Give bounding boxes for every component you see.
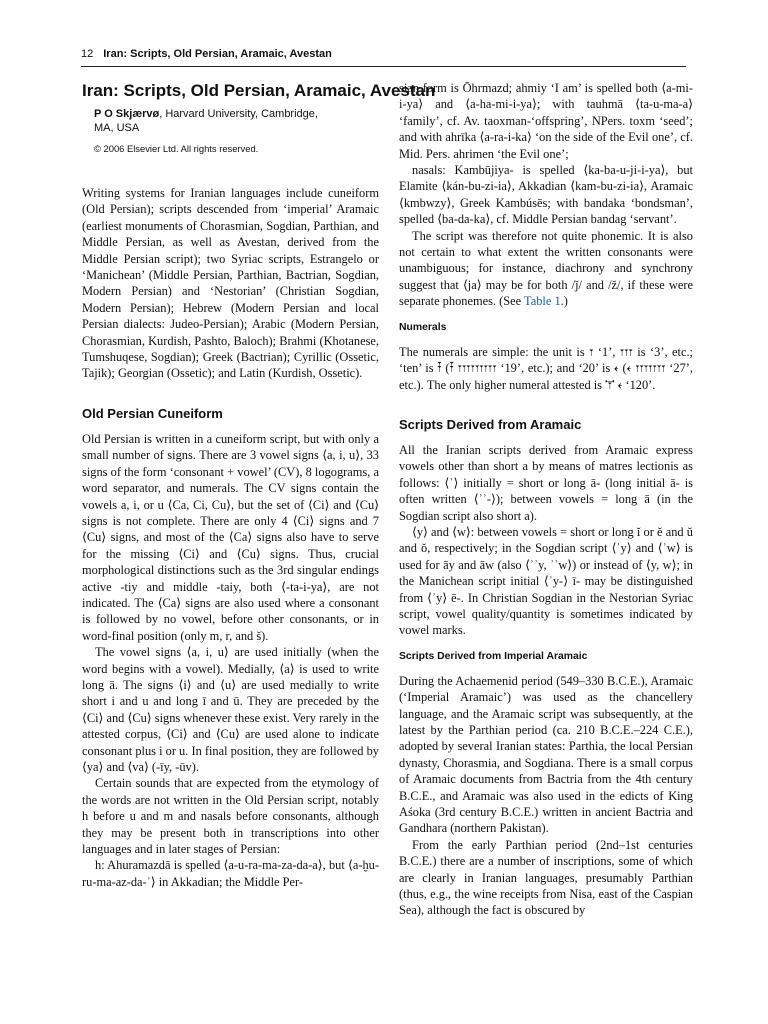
section-heading-old-persian: Old Persian Cuneiform: [82, 405, 223, 421]
article-title: Iran: Scripts, Old Persian, Aramaic, Avestan: [82, 81, 436, 100]
table-1-link[interactable]: Table 1: [524, 294, 561, 309]
body-paragraph: Old Persian is written in a cuneiform script, but with only a small number of signs. There are 3 vowel signs ⟨a, i, u⟩, 33 signs of the form ‘consonant + vowel’ (CV), 8 logograms, a word separator, and numerals. The CV signs contain the vowels a, i, or u ⟨Ca, Ci, Cu⟩, but the set of ⟨Ci⟩ and ⟨Cu⟩ signs is not complete. There are only 4 ⟨Ci⟩ signs and 7 ⟨Cu⟩ signs, and most of the ⟨Ca⟩ signs also have to serve for the missing ⟨Ci⟩ and ⟨Cu⟩ signs. Thus, crucial morphological distinctions such as the 3rd singular endings active -tiy and middle -taiy, both ⟨-ta-i-ya⟩, are not indicated. The ⟨Ca⟩ signs are also used where a consonant is followed by no vowel, before other consonants, or in word-final position (only m, r, and š).: [82, 431, 379, 643]
section-heading-aramaic: Scripts Derived from Aramaic: [399, 416, 582, 432]
copyright-notice: © 2006 Elsevier Ltd. All rights reserved.: [94, 143, 259, 154]
left-column: [82, 80, 436, 890]
body-paragraph: Certain sounds that are expected from the etymology of the words are not written in the Old Persian script, notably h before u and m and nasals before consonants, although they may be present both in transcriptions into other languages and in later stages of Persian:: [82, 776, 379, 857]
body-paragraph: All the Iranian scripts derived from Aramaic express vowels other than short a by means of matres lectionis as follows: ⟨ʾ⟩ initially = short or long ā- (long initial ā- is often written ⟨ʾʾ-⟩); between vowels = long ā (in the Sogdian script also short a).: [399, 442, 693, 523]
page-number: 12: [81, 48, 94, 60]
body-text: .): [560, 294, 568, 309]
body-paragraph: sian form is Ōhrmazd; ahmiy ‘I am’ is spelled both ⟨a-mi-i-ya⟩ and ⟨a-ha-mi-i-ya⟩; with tauhmā ⟨ta-u-ma-a⟩ ‘family’, cf. Av. taoxman-‘offspring’, NPers. toxm ‘seed’; and with ahrīka ⟨a-ra-i-ka⟩ ‘on the side of the Evil one’, cf. Mid. Pers. ahrimen ‘the Evil one’;: [399, 81, 693, 161]
author-affiliation: , Harvard University, Cambridge, MA, USA: [94, 108, 318, 134]
author-name: P O Skjærvø: [94, 108, 160, 120]
body-paragraph: ⟨y⟩ and ⟨w⟩: between vowels = short or long ĭ or ĕ and ŭ and ŏ, respectively; in the Sogdian script ⟨ʾy⟩ and ⟨ʾw⟩ is used for āy and āw (also ⟨ʾʾy, ʾʾw⟩) or instead of ⟨y, w⟩; in the Manichean script initial ⟨ʾy-⟩ ī- may be distinguished from ⟨ʾy⟩ ē-. In Christian Sogdian in the Nestorian Syriac script, vowel quality/quantity is sometimes indicated by vowel marks.: [399, 524, 693, 638]
subheading-imperial-aramaic: Scripts Derived from Imperial Aramaic: [399, 650, 588, 662]
byline: [94, 107, 334, 135]
running-head: [81, 48, 686, 67]
body-paragraph: h: Ahuramazdā is spelled ⟨a-u-ra-ma-za-da-a⟩, but ⟨a-ḫu-ru-ma-az-da-ʾ⟩ in Akkadian; the Middle Per-: [82, 858, 379, 889]
body-paragraph: nasals: Kambūjiya- is spelled ⟨ka-ba-u-ji-i-ya⟩, but Elamite ⟨kán-bu-zi-ia⟩, Akkadian ⟨kam-bu-zi-ia⟩, Aramaic ⟨kmbwzy⟩, Greek Kambúsēs; with bandaka ‘bondsman’, spelled ⟨ba-da-ka⟩, cf. Middle Persian bandag ‘servant’.: [399, 163, 693, 227]
subheading-numerals: Numerals: [399, 321, 447, 333]
body-paragraph: The vowel signs ⟨a, i, u⟩ are used initially (when the word begins with a vowel). Medially, ⟨a⟩ is used to write long ā. The signs ⟨i⟩ and ⟨u⟩ are used medially to write short i and u and long ī and ū. They are preceded by the ⟨Ci⟩ and ⟨Cu⟩ signs whenever these exist. Very rarely in the attested corpus, ⟨Ci⟩ and ⟨Cu⟩ are used alone to indicate consonant plus i or u. In final position, they are followed by ⟨ya⟩ and ⟨va⟩ (-īy, -ūv).: [82, 645, 379, 774]
body-text: The script was therefore not quite phonemic. It is also not certain to what extent the written consonants were unambiguous; for instance, diachrony and synchrony suggest that ⟨ja⟩ may be for both /ǰ/ and /ž/, if these were separate phonemes. (See: [399, 228, 693, 309]
body-paragraph: From the early Parthian period (2nd–1st centuries B.C.E.) there are a number of inscriptions, some of which are clearly in Iranian languages, presumably Parthian (thus, e.g., the wine receipts from Nisa, east of the Caspian Sea), although the fact is obscured by: [399, 837, 693, 918]
numerals-paragraph: The numerals are simple: the unit is 𐏑 ‘1’, 𐏑𐏑𐏑 is ‘3’, etc.; ‘ten’ is 𐏒 (𐏒 𐏑𐏑𐏑𐏑𐏑𐏑𐏑𐏑𐏑 ‘19’, etc.); and ‘20’ is 𐏓 (𐏓 𐏑𐏑𐏑𐏑𐏑𐏑𐏑 ‘27’, etc.). The only higher numeral attested is 𐏕 𐏓 ‘120’.: [399, 344, 693, 392]
right-column: [399, 80, 693, 919]
intro-paragraph: Writing systems for Iranian languages include cuneiform (Old Persian); scripts descended from ‘imperial’ Aramaic (earliest monuments of Chorasmian, Sogdian, Parthian, and Middle Persian, as well as Avestan, derived from the Middle Persian script); two Syriac scripts, Estrangelo or ‘Manichean’ (Middle Persian, Parthian, Bactrian, Sogdian, Modern Persian) and ‘Nestorian’ (Christian Sogdian, Modern Persian); Hebrew (Modern Persian and local Persian dialects: Judeo-Persian); Arabic (Modern Persian, Chorasmian, Kurdish, Pashto, Baloch); Brahmi (Khotanese, Tumshuqese, Sogdian); Greek (Bactrian); Cyrillic (Ossetic, Tajik); Georgian (Ossetic); and Latin (Kurdish, Ossetic).: [82, 186, 379, 381]
body-paragraph: [399, 228, 693, 310]
running-title: Iran: Scripts, Old Persian, Aramaic, Avestan: [103, 48, 332, 60]
body-paragraph: During the Achaemenid period (549–330 B.C.E.), Aramaic (‘Imperial Aramaic’) was used as the chancellery language, and the Aramaic script was subsequently, at the latest by the Parthian period (ca. 210 B.C.E.–224 C.E.), adopted by several Iranian states: Parthia, the local Persian dynasty, Chorasmia, and Sogdiana. There is a small corpus of Aramaic documents from Bactria from the 4th century B.C.E., and Aramaic was also used in the edicts of King Aśoka (3rd century B.C.E.) written in ancient Bactria and Gandhara (northern Pakistan).: [399, 673, 693, 836]
